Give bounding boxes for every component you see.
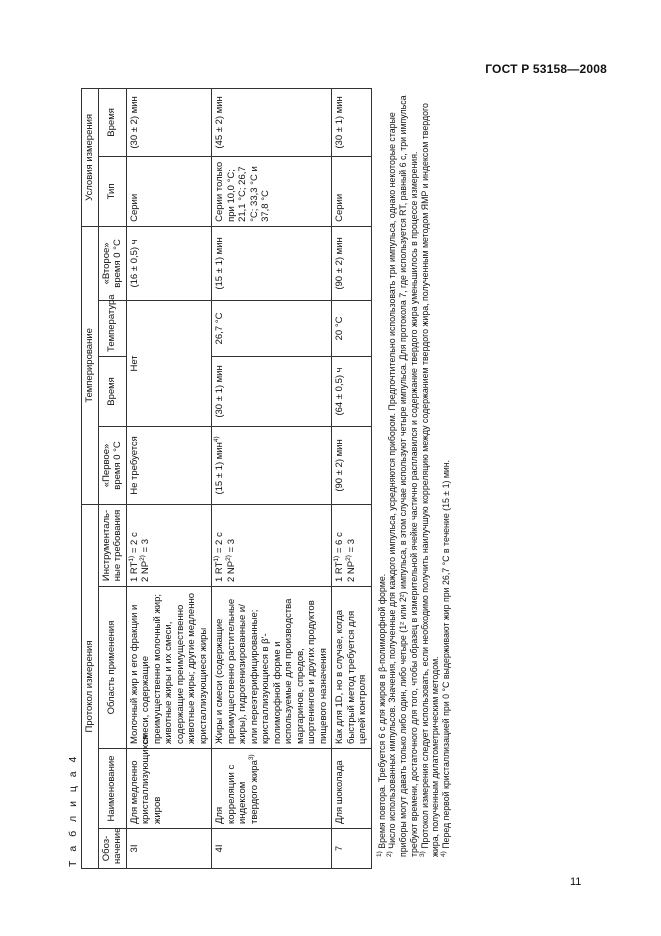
cell-name: Для медленно кристаллизующихся жиров <box>126 749 212 829</box>
cell-scope: Жиры и смеси (содержащие преимущественно растительные жиры), гидрогенизированные и/или переэтерифицированные; кристаллизующиеся в β'-полиморфной форме и используемые для производства маргаринов, спредов, шортенингов и других продуктов пищевого назначения <box>212 587 332 749</box>
col-header-measure-time: Время <box>98 88 126 156</box>
footnote: $^{2)}$ Число использованных импульсов. Значения, полученные для каждого импульса, усредняются прибором. Предпочтительно использовать три импульса, однако некоторые старые приборы могут давать только либо один, либо четыре (1² или 2²) импульса, в этом случае используют четыре импульса. Для протокола 7, где используется RT, равный 6 с, три импульса требуют времени, достаточного для того, чтобы образец в измерительной ячейке частично расплавился и содержание твердого жира уменьшилось в процессе измерения. <box>386 95 419 857</box>
cell-second-time: (16 ± 0,5) ч <box>126 226 212 300</box>
group-header-protocol: Протокол измерения <box>82 504 99 868</box>
cell-name: Для корреляции с индексом твердого жира$^{3)}$ <box>212 749 332 829</box>
col-header-first-time: «Первое» время 0 °С <box>98 426 126 504</box>
col-header-instrument: Инструменталь-ные требования <box>98 504 126 586</box>
cell-measure-time: (45 ± 2) мин <box>212 88 332 156</box>
col-header-second-time: «Второе» время 0 °С <box>98 226 126 300</box>
group-header-tempering: Темперирование <box>82 226 99 504</box>
cell-instrument: 1 $RT^{1)} = 2$ с 2 $NP^{2)} = 3$ <box>212 504 332 586</box>
table-row <box>332 88 372 868</box>
cell-second-time: (90 ± 2) мин <box>332 226 372 300</box>
cell-measure-time: (30 ± 2) мин <box>126 88 212 156</box>
cell-tempering: Нет <box>126 300 212 426</box>
cell-measure-time: (30 ± 1) мин <box>332 88 372 156</box>
table-title: Т а б л и ц а 4 <box>67 753 79 867</box>
cell-second-time: (15 ± 1) мин <box>212 226 332 300</box>
col-header-name: Наименование <box>98 749 126 829</box>
cell-instrument: 1 $RT^{1)} = 6$ с 2 $NP^{2)} = 3$ <box>332 504 372 586</box>
cell-temper-temp: 26,7 °С <box>212 300 332 356</box>
col-header-scope: Область применения <box>98 587 126 749</box>
table-row <box>212 88 332 868</box>
page-number: 11 <box>570 876 582 888</box>
cell-instrument: 1 $RT^{1)} = 2$ с 2 $NP^{2)} = 3$ <box>126 504 212 586</box>
col-header-temper-temp: Температура <box>98 300 126 356</box>
cell-first-time: (15 ± 1) мин$^{4)}$ <box>212 426 332 504</box>
cell-temper-time: (30 ± 1) мин <box>212 356 332 426</box>
document-header: ГОСТ Р 53158—2008 <box>485 62 607 76</box>
cell-type: Серии <box>332 156 372 226</box>
cell-designation: 4I <box>212 829 332 869</box>
col-header-type: Тип <box>98 156 126 226</box>
header-row-columns <box>98 88 126 868</box>
cell-designation: 3I <box>126 829 212 869</box>
footnote: $^{3)}$ Протокол измерения следует использовать, если необходимо получить наилучшую корреляцию между содержанием твердого жира, полученным методом ЯМР и индексом твердого жира, полученным дилатометрическим методом. <box>418 103 441 857</box>
col-header-temper-time: Время <box>98 356 126 426</box>
cell-designation: 7 <box>332 829 372 869</box>
cell-name: Для шоколада <box>332 749 372 829</box>
protocol-table <box>81 88 372 869</box>
rotated-page-content <box>65 89 490 869</box>
cell-scope: Как для 1D, но в случае, когда быстрый метод требуется для целей контроля <box>332 587 372 749</box>
cell-temper-temp: 20 °С <box>332 300 372 356</box>
cell-type: Серии только при 10,0 °С; 21,1 °С; 26,7 °С; 33,3 °С и 37,8 °С <box>212 156 332 226</box>
header-row-groups <box>82 88 99 868</box>
footnote: $^{4)}$ Перед первой кристаллизацией при 0 °С выдерживают жир при 26,7 °С в течение (15 ± 1) мин. <box>440 459 452 857</box>
footnote: $^{1)}$ Время повтора. Требуется 6 с для жиров в β-полиморфной форме. <box>375 573 387 857</box>
col-header-designation: Обоз-начение <box>98 829 126 869</box>
group-header-conditions: Условия измерения <box>82 88 99 226</box>
cell-scope: Молочный жир и его фракции и смеси, содержащие преимущественно молочный жир; животные жиры и их смеси, содержащие преимущественно животные жиры; другие медленно кристаллизующиеся жиры <box>126 587 212 749</box>
cell-first-time: Не требуется <box>126 426 212 504</box>
footnotes <box>377 89 453 869</box>
cell-type: Серии <box>126 156 212 226</box>
table-row <box>126 88 212 868</box>
cell-first-time: (90 ± 2) мин <box>332 426 372 504</box>
cell-temper-time: (64 ± 0,5) ч <box>332 356 372 426</box>
